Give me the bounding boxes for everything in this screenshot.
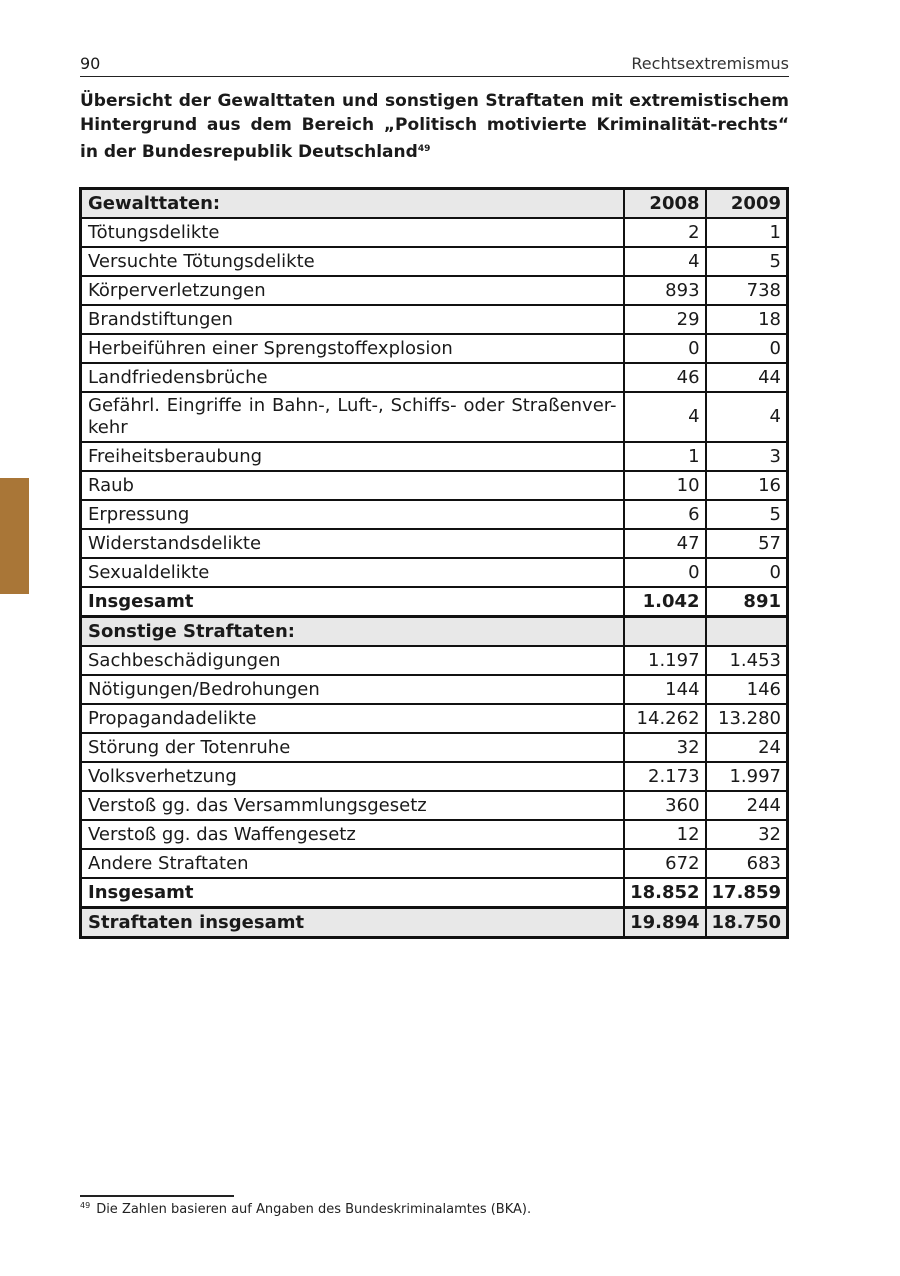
- row-label: Landfriedensbrüche: [81, 363, 624, 392]
- value-2009: 683: [706, 849, 788, 878]
- page-number: 90: [80, 54, 101, 73]
- other-header-row: [81, 617, 788, 647]
- value-2008: 29: [624, 305, 706, 334]
- value-2009: 3: [706, 442, 788, 471]
- table-row: [81, 471, 788, 500]
- table-row: [81, 363, 788, 392]
- row-label: Sexualdelikte: [81, 558, 624, 587]
- value-2008: 1: [624, 442, 706, 471]
- total-label: Insgesamt: [81, 878, 624, 908]
- total-2009: 891: [706, 587, 788, 617]
- heading-footnote-ref: 49: [417, 144, 431, 154]
- value-2008: 4: [624, 247, 706, 276]
- value-2008: 2: [624, 218, 706, 247]
- value-2009: 57: [706, 529, 788, 558]
- value-2008: 672: [624, 849, 706, 878]
- footnote-number: 49: [80, 1201, 91, 1210]
- value-2009: 16: [706, 471, 788, 500]
- footnote-divider: [80, 1195, 234, 1197]
- value-2009: 13.280: [706, 704, 788, 733]
- value-2008: 0: [624, 558, 706, 587]
- total-2008: 18.852: [624, 878, 706, 908]
- total-label: Insgesamt: [81, 587, 624, 617]
- value-2008: 0: [624, 334, 706, 363]
- year-header-2009: 2009: [706, 189, 788, 219]
- table-row: [81, 646, 788, 675]
- violent-total-row: [81, 587, 788, 617]
- value-2009: 738: [706, 276, 788, 305]
- row-label: Sachbeschädigungen: [81, 646, 624, 675]
- row-label-text: Gefährl. Eingriffe in Bahn-, Luft-, Schiffs- oder Straßenver-kehr: [88, 395, 617, 438]
- row-label: Tötungsdelikte: [81, 218, 624, 247]
- heading-text: Übersicht der Gewalttaten und sonstigen Straftaten mit extremistischem Hintergrund aus dem Bereich „Politisch motivierte Kriminalität-rechts“ in der Bundesrepublik Deutschland: [80, 91, 789, 162]
- row-label: Andere Straftaten: [81, 849, 624, 878]
- footnote: [80, 1201, 531, 1217]
- row-label: Raub: [81, 471, 624, 500]
- row-label: Volksverhetzung: [81, 762, 624, 791]
- value-2008: 2.173: [624, 762, 706, 791]
- row-label: Widerstandsdelikte: [81, 529, 624, 558]
- table-heading: [80, 89, 789, 164]
- row-label: Herbeiführen einer Sprengstoffexplosion: [81, 334, 624, 363]
- grand-total-2009: 18.750: [706, 908, 788, 938]
- value-2008: 10: [624, 471, 706, 500]
- table-row: [81, 849, 788, 878]
- value-2009: 1: [706, 218, 788, 247]
- value-2008: 1.197: [624, 646, 706, 675]
- table-row: [81, 762, 788, 791]
- value-2009: 4: [706, 392, 788, 442]
- violent-section-title: Gewalttaten:: [81, 189, 624, 219]
- other-section-title: Sonstige Straftaten:: [81, 617, 624, 647]
- table-row: [81, 276, 788, 305]
- value-2009: 0: [706, 334, 788, 363]
- value-2008: 46: [624, 363, 706, 392]
- value-2008: 4: [624, 392, 706, 442]
- value-2009: 5: [706, 500, 788, 529]
- table-row: [81, 820, 788, 849]
- value-2009: 44: [706, 363, 788, 392]
- row-label: Erpressung: [81, 500, 624, 529]
- total-2009: 17.859: [706, 878, 788, 908]
- table-row: [81, 442, 788, 471]
- table-row: [81, 791, 788, 820]
- empty-cell: [706, 617, 788, 647]
- table-row: [81, 305, 788, 334]
- row-label: [81, 392, 624, 442]
- value-2009: 5: [706, 247, 788, 276]
- row-label: Nötigungen/Bedrohungen: [81, 675, 624, 704]
- grand-total-row: [81, 908, 788, 938]
- table-row: [81, 218, 788, 247]
- row-label: Körperverletzungen: [81, 276, 624, 305]
- value-2008: 6: [624, 500, 706, 529]
- value-2009: 244: [706, 791, 788, 820]
- table-row: [81, 334, 788, 363]
- value-2008: 32: [624, 733, 706, 762]
- value-2008: 360: [624, 791, 706, 820]
- value-2009: 1.997: [706, 762, 788, 791]
- grand-total-2008: 19.894: [624, 908, 706, 938]
- value-2009: 18: [706, 305, 788, 334]
- value-2008: 12: [624, 820, 706, 849]
- total-2008: 1.042: [624, 587, 706, 617]
- year-header-2008: 2008: [624, 189, 706, 219]
- row-label: Verstoß gg. das Waffengesetz: [81, 820, 624, 849]
- table-row: [81, 675, 788, 704]
- grand-total-label: Straftaten insgesamt: [81, 908, 624, 938]
- table-row: [81, 247, 788, 276]
- value-2008: 14.262: [624, 704, 706, 733]
- footnote-text: Die Zahlen basieren auf Angaben des Bundeskriminalamtes (BKA).: [96, 1202, 532, 1217]
- value-2009: 0: [706, 558, 788, 587]
- running-title: Rechtsextremismus: [631, 54, 789, 73]
- value-2008: 893: [624, 276, 706, 305]
- value-2008: 144: [624, 675, 706, 704]
- table-row: [81, 529, 788, 558]
- table-row: [81, 500, 788, 529]
- row-label: Versuchte Tötungsdelikte: [81, 247, 624, 276]
- row-label: Propagandadelikte: [81, 704, 624, 733]
- chapter-side-tab: [0, 478, 29, 594]
- table-row: [81, 392, 788, 442]
- table-row: [81, 558, 788, 587]
- value-2009: 1.453: [706, 646, 788, 675]
- table-row: [81, 704, 788, 733]
- value-2009: 24: [706, 733, 788, 762]
- value-2009: 146: [706, 675, 788, 704]
- row-label: Verstoß gg. das Versammlungsgesetz: [81, 791, 624, 820]
- page-header: [80, 52, 789, 77]
- value-2008: 47: [624, 529, 706, 558]
- row-label: Störung der Totenruhe: [81, 733, 624, 762]
- empty-cell: [624, 617, 706, 647]
- violent-header-row: [81, 189, 788, 219]
- row-label: Freiheitsberaubung: [81, 442, 624, 471]
- value-2009: 32: [706, 820, 788, 849]
- crime-statistics-table: [79, 187, 789, 939]
- table-row: [81, 733, 788, 762]
- row-label: Brandstiftungen: [81, 305, 624, 334]
- other-total-row: [81, 878, 788, 908]
